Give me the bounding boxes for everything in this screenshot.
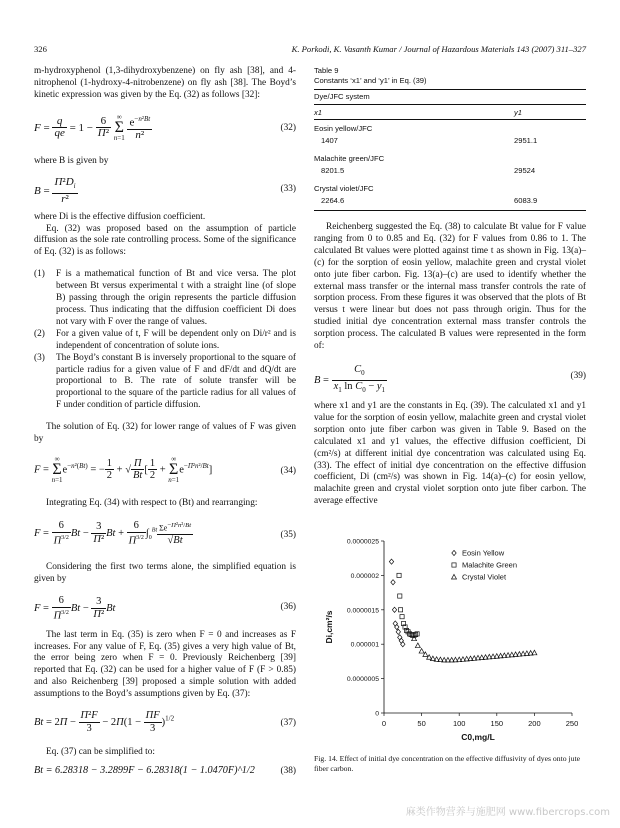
legend-label: Crystal Violet	[462, 572, 507, 582]
legend-marker	[452, 563, 456, 567]
list-item	[34, 269, 296, 329]
legend-label: Eosin Yellow	[462, 548, 505, 558]
y-tick-label: 0	[375, 710, 379, 718]
list-item-text: For a given value of t, F will be dependent only on Di/r² and is independent of concentration of solute ions.	[56, 328, 296, 351]
table-title: Table 9	[314, 66, 339, 75]
equation-number: (39)	[570, 371, 586, 382]
left-column	[34, 66, 296, 787]
data-point-square	[400, 615, 404, 619]
column-header-x1: x1	[314, 108, 323, 117]
data-point-triangle	[419, 648, 424, 653]
equation-38-text: Bt = 6.28318 − 3.2899F − 6.28318(1 − 1.0470F)^1/2	[34, 765, 255, 776]
data-point-square	[397, 573, 401, 577]
equation-34: F = ∞ Σ $n=1e^{-n^2(Bt)}$ = − $\frac{1}{2}$ + √ $\frac{\Pi}{Bt}$ [ $\frac{1}{2}$ + ∞ Σ $n=1e^{-\Pi^2n^2/Bt}$] (34)	[34, 454, 296, 484]
x-axis-label: C0,mg/L	[461, 732, 495, 742]
paragraph: where B is given by	[34, 155, 109, 166]
significance-list	[34, 269, 296, 412]
table-row	[314, 184, 586, 210]
paragraph: The last term in Eq. (35) is zero when F = 0 and increases as F increases. For any value of F, Eq. (35) gives a very high value of Bt, the error being zero when F = 0. Previously Reichenberg [39] reported that Eq. (32) can be used for a higher value of F (F > 0.85) and also Reichenberg [39] proposed a simple solution with added assumptions to the Boyd’s assumptions given by Eq. (37):	[34, 629, 296, 700]
figure-caption: Fig. 14. Effect of initial dye concentration on the effective diffusivity of dyes onto jute fiber carbon.	[314, 754, 581, 773]
data-point-diamond	[398, 635, 402, 640]
table-9	[314, 66, 586, 211]
data-point-diamond	[389, 559, 393, 564]
right-column	[314, 222, 586, 508]
list-item-text: F is a mathematical function of Bt and vice versa. The plot between Bt versus experimental t with a straight line (of slope B) passing through the origin represents the particle diffusion process. Thus indicating that the diffusion coefficient Di does not vary with F over the range of values.	[56, 269, 296, 327]
y-tick-label: 0.0000005	[346, 676, 379, 684]
table-system-header: Dye/JFC system	[314, 92, 370, 101]
paragraph: Eq. (37) can be simplified to:	[46, 747, 155, 758]
data-point-diamond	[401, 642, 405, 647]
data-point-square	[398, 608, 402, 612]
data-point-diamond	[392, 607, 396, 612]
y-tick-label: 0.0000025	[346, 538, 379, 546]
page-number: 326	[34, 44, 47, 54]
list-item-number: (3)	[34, 352, 45, 363]
chart-axes	[324, 539, 578, 743]
paragraph: Integrating Eq. (34) with respect to (Bt) and rearranging:	[46, 497, 258, 508]
equation-36: F = $\frac{6}{\Pi^{3/2}}$ Bt − $\frac{3}{\text{Π²}}$ Bt (36)	[34, 594, 296, 622]
paragraph: Considering the first two terms alone, the simplified equation is given by	[34, 561, 296, 584]
cell-y1: 2951.1	[514, 136, 538, 145]
equation-number: (33)	[280, 183, 296, 194]
equation-32: F = $\frac{q}{qe}$ = 1 − $\frac{6}{\text{Π²}}$ ∞ Σ n=1 $\frac{e^{-n^2Bt}}{\text{n²}}$ (32)	[34, 112, 296, 142]
equation-number: (32)	[280, 122, 296, 133]
row-name: Eosin yellow/JFC	[314, 124, 373, 133]
running-title: K. Porkodi, K. Vasanth Kumar / Journal of Hazardous Materials 143 (2007) 311–327	[291, 44, 586, 54]
x-tick-label: 100	[452, 719, 466, 728]
data-point-square	[398, 594, 402, 598]
list-item-number: (1)	[34, 269, 45, 280]
paragraph: where Di is the effective diffusion coefficient.	[34, 211, 206, 222]
data-point-diamond	[393, 621, 397, 626]
table-row	[314, 124, 586, 154]
equation-39: B = $\frac{C_0}{x_1 \ln C_0 - y_1}$ (39)	[314, 363, 586, 395]
equation-number: (37)	[280, 718, 296, 729]
cell-x1: 8201.5	[321, 166, 345, 175]
equation-35: F = $\frac{6}{\Pi^{3/2}}$ Bt − $\frac{3}{\text{Π²}}$ Bt + $\frac{6}{\Pi^{3/2}}$ $\int_0^{Bt}$ $\frac{\Sigma e^{-\Pi^2n^2/Bt}}{√Bt}$ (35)	[34, 519, 296, 547]
table-subtitle: Constants ‘x1’ and ‘y1’ in Eq. (39)	[314, 76, 427, 85]
row-name: Crystal violet/JFC	[314, 184, 374, 193]
cell-x1: 2264.6	[321, 196, 345, 205]
equation-number: (34)	[280, 465, 296, 476]
table-header-row	[314, 105, 586, 119]
y-tick-label: 0.000001	[350, 641, 379, 649]
legend-label: Malachite Green	[462, 560, 518, 570]
x-tick-label: 250	[565, 719, 579, 728]
data-point-triangle	[415, 643, 420, 648]
cell-y1: 6083.9	[514, 196, 538, 205]
paragraph: m-hydroxyphenol (1,3-dihydroxybenzene) on fly ash [38], and 4-nitrophenol (1-hydroxy-4-nitrobenzene) on fly ash [38]. The Boyd’s kinetic expression was given by the Eq. (32) as follows [32]:	[34, 66, 296, 100]
column-header-y1: y1	[514, 108, 523, 117]
equation-37: Bt = 2Π − $\frac{\text{Π²F}}{3}$ − 2Π(1 − $\frac{\Pi F}{3}$ )$^{1/2}$ (37)	[34, 710, 296, 734]
equation-number: (38)	[280, 766, 296, 777]
list-item	[34, 353, 296, 413]
x-tick-label: 150	[490, 719, 504, 728]
data-point-diamond	[399, 638, 403, 643]
paragraph: The solution of Eq. (32) for lower range of values of F was given by	[34, 422, 296, 445]
x-tick-label: 50	[417, 719, 426, 728]
paragraph: Reichenberg suggested the Eq. (38) to calculate Bt value for F value ranging from 0 to 0.85 and Eq. (32) for F values from 0.86 to 1. The calculated Bt values were plotted against time t as shown in Fig. 13(a)–(c) for the sorption of eosin yellow, malachite green and crystal violet onto jute fiber carbon. Fig. 13(a)–(c) are used to identify whether the external mass transfer or the internal mass transfer controls the rate of sorption process. From these figures it was observed that the plots of Bt versus t were linear but does not pass through origin. Thus for the studied initial dye concentration external mass transfer controls the sorption process. The calculated B values were represented in the form of:	[314, 222, 586, 352]
table-row	[314, 154, 586, 184]
data-point-triangle	[532, 650, 537, 655]
figure-14-chart	[314, 533, 586, 745]
paragraph: Eq. (32) was proposed based on the assumption of particle diffusion as the sole rate controlling process. Some of the significance of Eq. (32) is as follows:	[34, 223, 296, 258]
chart-legend	[452, 549, 518, 582]
x-tick-label: 0	[381, 719, 387, 728]
list-item	[34, 329, 296, 353]
cell-y1: 29524	[514, 166, 536, 175]
y-tick-label: 0.0000015	[346, 607, 379, 615]
row-name: Malachite green/JFC	[314, 154, 385, 163]
paragraph: where x1 and y1 are the constants in Eq. (39). The calculated x1 and y1 value for the sorption of eosin yellow, malachite green and crystal violet sorption onto jute fiber carbon was given in Table 9. Based on the calculated x1 and y1 values, the effective diffusion coefficient, Di (cm²/s) at different initial dye concentration was calculated using Eq. (33). The effect of initial dye concentration on the effective diffusion coefficient, Di (cm²/s) was shown in Fig. 14(a)–(c) for eosin yellow, malachite green and crystal violet sorption onto jute fiber carbon. The average effective	[314, 400, 586, 507]
equation-38	[34, 763, 296, 781]
y-tick-label: 0.000002	[350, 572, 379, 580]
list-item-text: The Boyd’s constant B is inversely proportional to the square of particle radius for a given value of F and dF/dt and dQ/dt are proportional to B. The rate of solute transfer will be proportional to the square of the particle radius for all values of F under condition of particle diffusion.	[56, 352, 296, 411]
y-axis-label: Di,cm²/s	[324, 610, 334, 644]
legend-marker	[452, 550, 456, 555]
watermark: 麻类作物营养与施肥网 www.fibercrops.com	[405, 807, 610, 818]
equation-number: (36)	[280, 601, 296, 612]
equation-33: B = $\frac{\Pi^2D_i}{\text{r²}}$ (33)	[34, 175, 296, 205]
equation-number: (35)	[280, 529, 296, 540]
legend-marker	[452, 574, 457, 579]
data-point-diamond	[391, 580, 395, 585]
x-tick-label: 200	[528, 719, 541, 728]
list-item-number: (2)	[34, 328, 45, 339]
cell-x1: 1407	[321, 136, 338, 145]
